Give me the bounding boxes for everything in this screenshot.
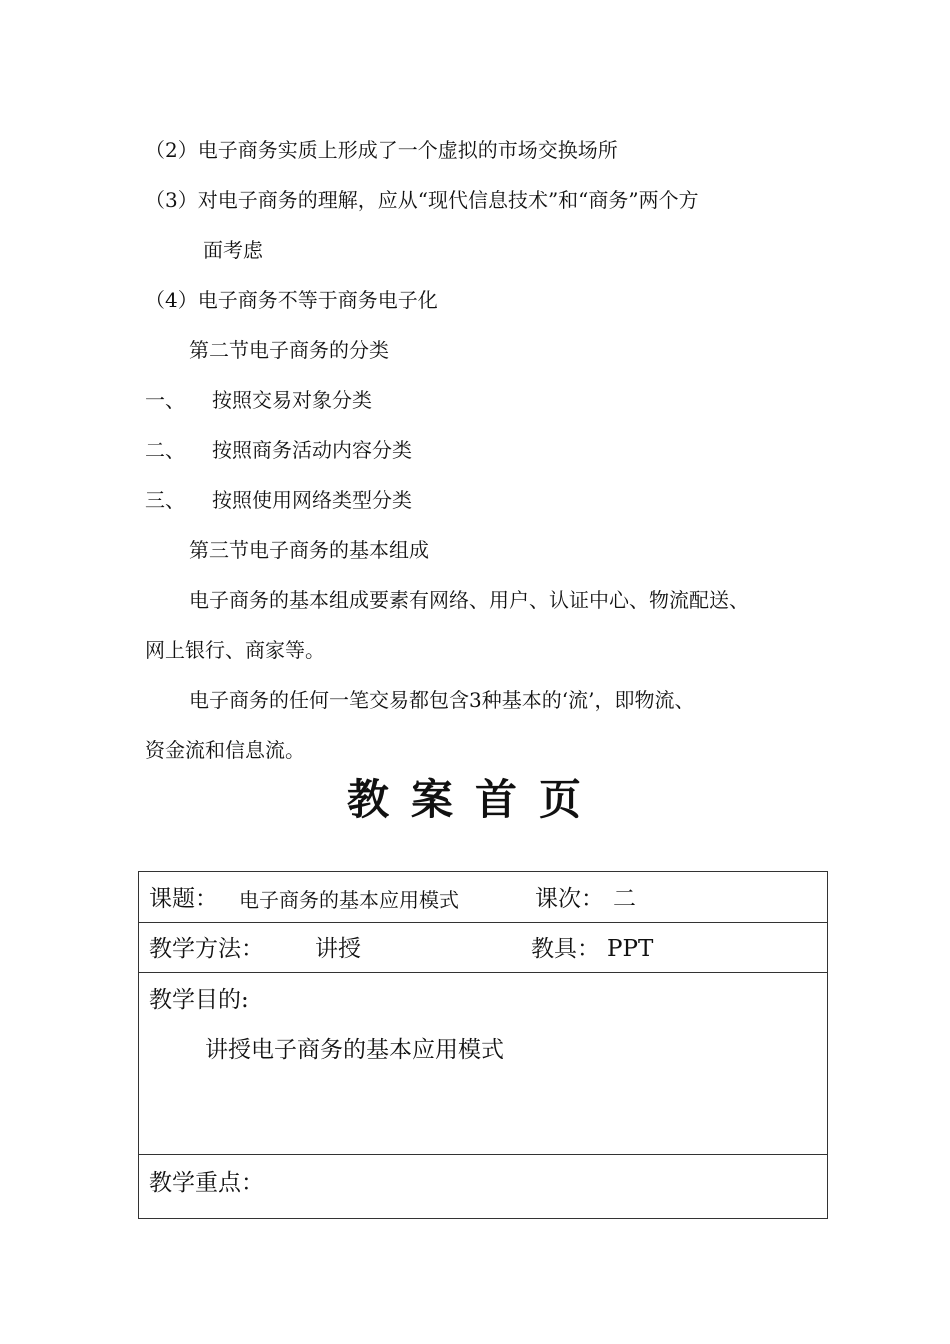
method-value: 讲授 <box>315 936 361 962</box>
list-item-3-continuation: 面考虑 <box>203 238 263 262</box>
session-value: 二 <box>613 886 636 912</box>
paragraph-1-line-2: 网上银行、商家等。 <box>145 638 325 662</box>
table-row-goal <box>139 973 827 1155</box>
focus-label: 教学重点： <box>149 1170 264 1196</box>
goal-label: 教学目的: <box>149 987 249 1013</box>
table-row-topic <box>139 872 827 923</box>
goal-value: 讲授电子商务的基本应用模式 <box>205 1037 504 1063</box>
topic-label: 课题： <box>149 886 218 912</box>
tool-value: PPT <box>607 936 654 962</box>
table-row-method <box>139 923 827 973</box>
enum-item-1: 按照交易对象分类 <box>212 388 372 412</box>
list-item-2: （2）电子商务实质上形成了一个虚拟的市场交换场所 <box>145 138 618 162</box>
enum-marker-1: 一、 <box>145 388 185 412</box>
tool-label: 教具： <box>531 936 600 962</box>
topic-value: 电子商务的基本应用模式 <box>239 888 459 912</box>
paragraph-2-line-1: 电子商务的任何一笔交易都包含3种基本的‘流’，即物流、 <box>189 688 695 712</box>
table-row-focus <box>139 1155 827 1218</box>
lesson-plan-table <box>138 871 828 1219</box>
list-item-3: （3）对电子商务的理解，应从“现代信息技术”和“商务”两个方 <box>145 188 699 212</box>
section-heading-2: 第二节电子商务的分类 <box>189 338 389 362</box>
enum-marker-3: 三、 <box>145 488 185 512</box>
list-item-4: （4）电子商务不等于商务电子化 <box>145 288 438 312</box>
paragraph-2-line-2: 资金流和信息流。 <box>145 738 305 762</box>
method-label: 教学方法： <box>149 936 264 962</box>
section-heading-3: 第三节电子商务的基本组成 <box>189 538 429 562</box>
enum-item-3: 按照使用网络类型分类 <box>212 488 412 512</box>
enum-item-2: 按照商务活动内容分类 <box>212 438 412 462</box>
enum-marker-2: 二、 <box>145 438 185 462</box>
page-title: 教案首页 <box>346 775 603 824</box>
paragraph-1-line-1: 电子商务的基本组成要素有网络、用户、认证中心、物流配送、 <box>189 588 749 612</box>
session-label: 课次： <box>535 886 604 912</box>
